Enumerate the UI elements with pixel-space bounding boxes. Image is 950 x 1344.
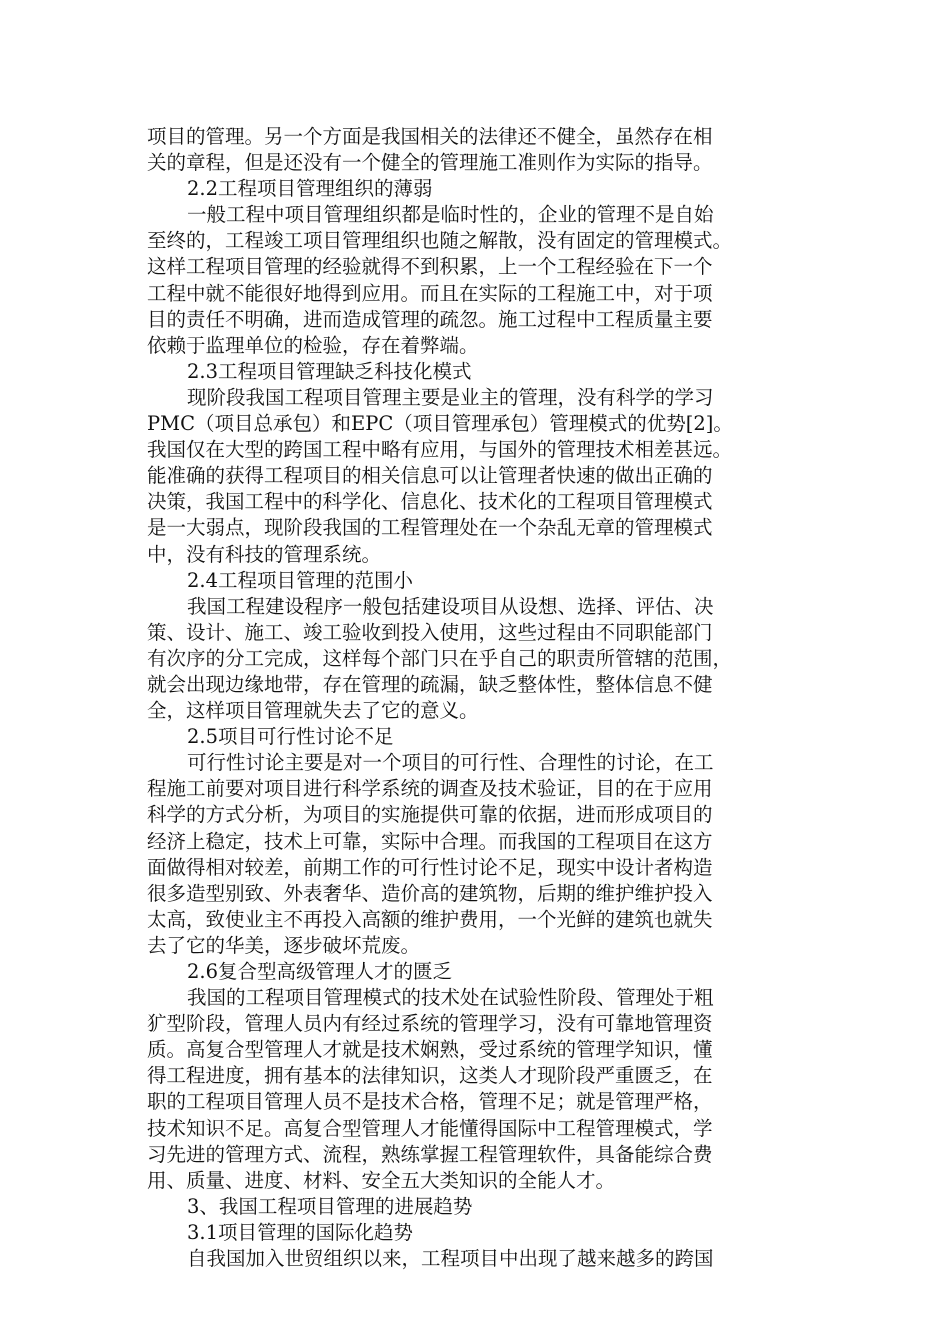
text-line: 有次序的分工完成，这样每个部门只在乎自己的职责所管辖的范围， [147, 646, 733, 670]
text-line: 科学的方式分析，为项目的实施提供可靠的依据，进而形成项目的 [147, 803, 713, 827]
text-line: 2.4工程项目管理的范围小 [187, 568, 414, 592]
text-line: 全，这样项目管理就失去了它的意义。 [147, 699, 479, 723]
text-line: 程施工前要对项目进行科学系统的调查及技术验证，目的在于应用 [147, 777, 713, 801]
text-line: 很多造型别致、外表奢华、造价高的建筑物，后期的维护维护投入 [147, 881, 713, 905]
text-line: 质。高复合型管理人才就是技术娴熟，受过系统的管理学知识，懂 [147, 1038, 713, 1062]
text-line: 2.2工程项目管理组织的薄弱 [187, 177, 433, 201]
text-line: 关的章程，但是还没有一个健全的管理施工准则作为实际的指导。 [147, 151, 713, 175]
text-line: 依赖于监理单位的检验，存在着弊端。 [147, 333, 479, 357]
text-line: 经济上稳定，技术上可靠，实际中合理。而我国的工程项目在这方 [147, 829, 713, 853]
text-line: 自我国加入世贸组织以来，工程项目中出现了越来越多的跨国 [187, 1247, 714, 1271]
text-line: 目的责任不明确，进而造成管理的疏忽。施工过程中工程质量主要 [147, 307, 713, 331]
text-line: PMC（项目总承包）和EPC（项目管理承包）管理模式的优势[2]。 [147, 412, 733, 436]
text-line: 可行性讨论主要是对一个项目的可行性、合理性的讨论，在工 [187, 751, 714, 775]
text-line: 太高，致使业主不再投入高额的维护费用，一个光鲜的建筑也就失 [147, 907, 713, 931]
text-line: 技术知识不足。高复合型管理人才能懂得国际中工程管理模式，学 [147, 1116, 713, 1140]
text-line: 犷型阶段，管理人员内有经过系统的管理学习，没有可靠地管理资 [147, 1012, 713, 1036]
text-line: 这样工程项目管理的经验就得不到积累，上一个工程经验在下一个 [147, 255, 713, 279]
text-line: 3、我国工程项目管理的进展趋势 [187, 1194, 473, 1218]
text-line: 2.5项目可行性讨论不足 [187, 725, 394, 749]
text-line: 3.1项目管理的国际化趋势 [187, 1220, 414, 1244]
text-line: 就会出现边缘地带，存在管理的疏漏，缺乏整体性，整体信息不健 [147, 672, 713, 696]
text-line: 2.6复合型高级管理人才的匮乏 [187, 960, 453, 983]
text-line: 得工程进度，拥有基本的法律知识，这类人才现阶段严重匮乏，在 [147, 1064, 713, 1088]
document-page [147, 124, 807, 1272]
text-line: 一般工程中项目管理组织都是临时性的，企业的管理不是自始 [187, 203, 714, 227]
text-line: 工程中就不能很好地得到应用。而且在实际的工程施工中，对于项 [147, 281, 713, 305]
text-line: 现阶段我国工程项目管理主要是业主的管理，没有科学的学习 [187, 385, 714, 409]
text-line: 能准确的获得工程项目的相关信息可以让管理者快速的做出正确的 [147, 464, 713, 488]
text-line: 用、质量、进度、材料、安全五大类知识的全能人才。 [147, 1168, 616, 1192]
text-line: 至终的，工程竣工项目管理组织也随之解散，没有固定的管理模式。 [147, 229, 733, 253]
text-line: 面做得相对较差，前期工作的可行性讨论不足，现实中设计者构造 [147, 855, 713, 879]
text-line: 去了它的华美，逐步破坏荒废。 [147, 933, 421, 957]
text-line: 职的工程项目管理人员不是技术合格，管理不足；就是管理严格， [147, 1090, 713, 1114]
text-line: 习先进的管理方式、流程，熟练掌握工程管理软件，具备能综合费 [147, 1142, 713, 1166]
text-line: 我国的工程项目管理模式的技术处在试验性阶段、管理处于粗 [187, 986, 714, 1010]
text-line: 中，没有科技的管理系统。 [147, 542, 382, 566]
text-line: 我国工程建设程序一般包括建设项目从设想、选择、评估、决 [187, 594, 714, 618]
text-line: 决策，我国工程中的科学化、信息化、技术化的工程项目管理模式 [147, 490, 713, 514]
text-line: 2.3工程项目管理缺乏科技化模式 [187, 359, 472, 383]
text-line: 是一大弱点，现阶段我国的工程管理处在一个杂乱无章的管理模式 [147, 516, 713, 540]
text-line: 项目的管理。另一个方面是我国相关的法律还不健全，虽然存在相 [147, 125, 713, 148]
text-line: 策、设计、施工、竣工验收到投入使用，这些过程由不同职能部门 [147, 620, 713, 644]
text-line: 我国仅在大型的跨国工程中略有应用，与国外的管理技术相差甚远。 [147, 438, 733, 462]
